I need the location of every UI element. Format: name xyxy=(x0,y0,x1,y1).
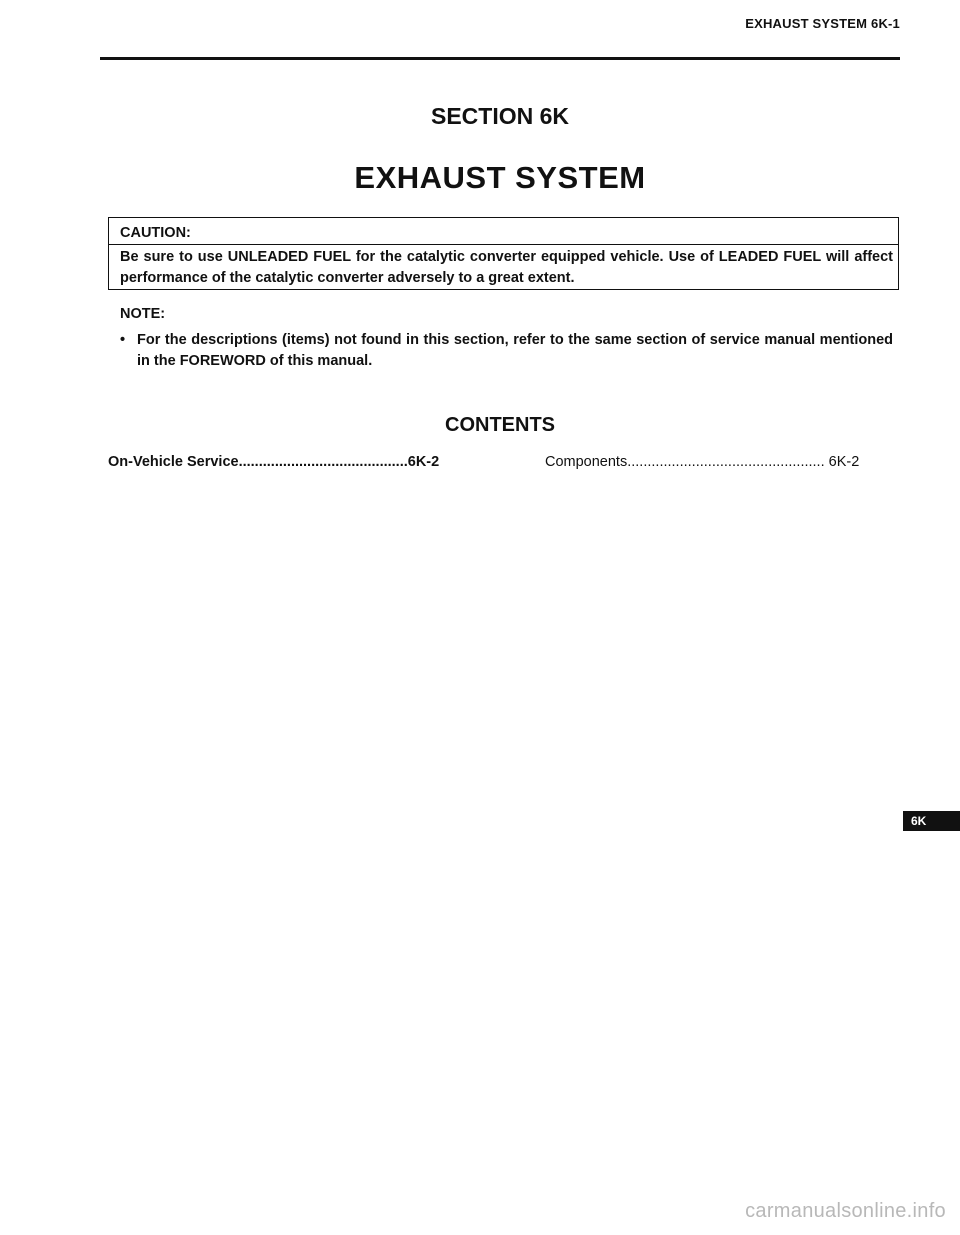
note-heading: NOTE: xyxy=(120,306,166,322)
section-label: SECTION 6K xyxy=(430,103,570,129)
caution-heading: CAUTION: xyxy=(120,225,191,241)
caution-divider xyxy=(108,244,899,245)
page-title: EXHAUST SYSTEM xyxy=(354,160,646,195)
contents-title: CONTENTS xyxy=(445,414,555,436)
running-header-title: EXHAUST SYSTEM 6K-1 xyxy=(745,16,900,31)
bullet-icon: • xyxy=(120,332,126,348)
note-item-text: For the descriptions (items) not found in this section, refer to the same section of service manual mentioned in the FOREWORD of this manual. xyxy=(137,332,893,369)
watermark-text: carmanualsonline.info xyxy=(745,1200,946,1222)
toc-entry-components[interactable]: Components................................................. 6K-2 xyxy=(545,454,860,470)
note-item xyxy=(120,330,893,372)
section-side-tab: 6K xyxy=(903,811,960,831)
caution-text: Be sure to use UNLEADED FUEL for the catalytic converter equipped vehicle. Use of LEADED FUEL will affect performance of the catalytic converter adversely to a great extent. xyxy=(120,249,893,286)
toc-entry-on-vehicle-service[interactable]: On-Vehicle Service..........................................6K-2 xyxy=(108,454,440,470)
header-rule xyxy=(100,57,900,60)
